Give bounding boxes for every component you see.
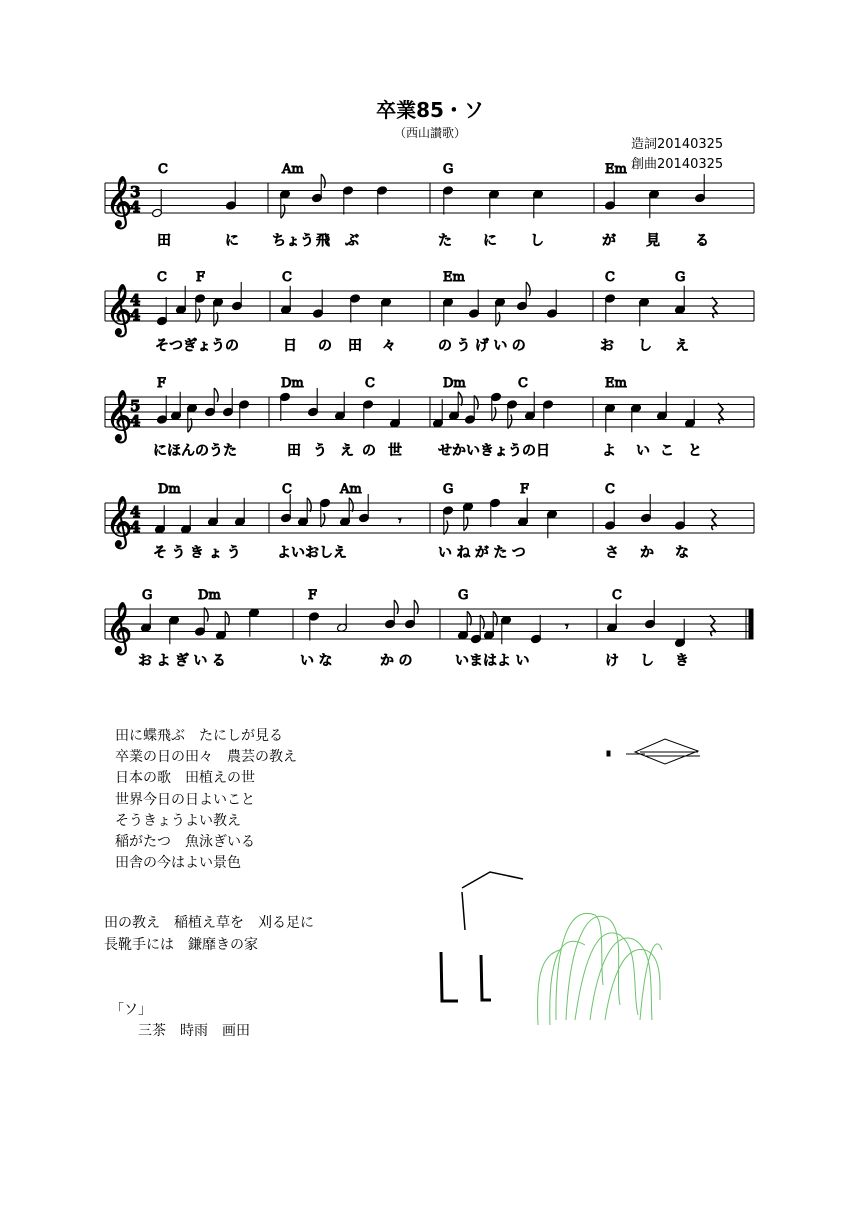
- poem-line: 長靴手には 鎌靡きの家: [104, 937, 258, 953]
- boot-sketch-icon: [441, 952, 491, 1001]
- lyric-syllable: る: [695, 233, 709, 249]
- poem-line: そうきょうよい教え: [115, 813, 241, 829]
- lyric-syllable: の う げ い の: [438, 338, 526, 354]
- lyric-syllable: し: [640, 653, 654, 669]
- chord-symbol: Dm: [443, 376, 466, 391]
- lyric-syllable: 世: [388, 443, 402, 459]
- lyric-syllable: に: [225, 233, 239, 249]
- grass-sketch-icon: [538, 913, 662, 1025]
- chord-symbol: Dm: [158, 482, 181, 497]
- lyric-syllable: が: [602, 233, 616, 249]
- chord-symbol: C: [612, 588, 622, 603]
- lyric-syllable: 田: [348, 338, 362, 354]
- chord-symbol: F: [308, 588, 318, 603]
- lyric-syllable: け: [605, 653, 619, 669]
- lyric-syllable: そつぎょうの: [155, 338, 239, 354]
- chord-symbol: C: [158, 162, 168, 177]
- lyric-syllable: そ う き ょ う: [153, 545, 241, 561]
- flying-bird-sketch-icon: [607, 739, 700, 764]
- time-signature-top: 4: [130, 291, 141, 309]
- lyric-syllable: よ: [602, 443, 616, 459]
- time-signature-bottom: 4: [130, 198, 141, 216]
- lyric-syllable: 日: [283, 338, 297, 354]
- chord-symbol: G: [675, 270, 686, 285]
- lyric-syllable: の: [318, 338, 332, 354]
- treble-clef-icon: 𝄞: [106, 284, 133, 335]
- time-signature-bottom: 4: [130, 412, 141, 430]
- chord-symbol: G: [458, 588, 469, 603]
- lyric-syllable: え: [340, 443, 354, 459]
- chord-symbol: Dm: [198, 588, 221, 603]
- lyric-syllable: の: [362, 443, 376, 459]
- poem-line: 卒業の日の田々 農芸の教え: [115, 749, 297, 765]
- lyric-syllable: せかいきょうの日: [438, 443, 550, 459]
- lyric-syllable: ぶ: [345, 233, 359, 249]
- lyric-syllable: な: [675, 545, 689, 561]
- chord-symbol: C: [282, 482, 292, 497]
- lyric-syllable: こ: [660, 443, 674, 459]
- lyric-syllable: 田: [287, 443, 301, 459]
- chord-symbol: F: [196, 270, 206, 285]
- chord-symbol: G: [142, 588, 153, 603]
- lyric-syllable: し: [530, 233, 544, 249]
- lyric-syllable: え: [675, 338, 689, 354]
- lyric-syllable: よいおしえ: [277, 545, 347, 561]
- poem-line: 稲がたつ 魚泳ぎいる: [115, 834, 255, 850]
- time-signature-top: 5: [130, 397, 141, 415]
- time-signature-bottom: 4: [130, 518, 141, 536]
- chord-symbol: Em: [443, 270, 465, 285]
- lyric-syllable: か の: [380, 653, 413, 669]
- treble-clef-icon: 𝄞: [106, 176, 133, 227]
- chord-symbol: Em: [605, 376, 627, 391]
- lyric-syllable: に: [483, 233, 497, 249]
- lyric-syllable: と: [688, 443, 702, 459]
- lyric-syllable: た: [438, 233, 452, 249]
- chord-symbol: C: [282, 270, 292, 285]
- chord-symbol: C: [518, 376, 528, 391]
- lyric-syllable: 飛: [316, 233, 330, 249]
- lyric-syllable: し: [638, 338, 652, 354]
- lyric-syllable: さ: [605, 545, 619, 561]
- page-title: 卒業85・ソ: [376, 98, 484, 122]
- time-signature-bottom: 4: [130, 306, 141, 324]
- chord-symbol: C: [605, 482, 615, 497]
- lyric-syllable: 々: [382, 338, 396, 354]
- time-signature-top: 4: [130, 503, 141, 521]
- note-title: 「ソ」: [110, 1002, 152, 1018]
- chord-symbol: C: [365, 376, 375, 391]
- lyric-syllable: お よ ぎ い る: [138, 653, 226, 669]
- chord-symbol: C: [605, 270, 615, 285]
- chord-symbol: F: [157, 376, 167, 391]
- eighth-rest: 𝄾: [565, 619, 569, 635]
- lyric-syllable: う: [313, 443, 327, 459]
- treble-clef-icon: 𝄞: [106, 602, 133, 653]
- lyric-syllable: お: [600, 338, 614, 354]
- poem-line: 世界今日の日よいこと: [115, 792, 255, 808]
- chord-symbol: Em: [605, 162, 627, 177]
- poem-line: 日本の歌 田植えの世: [115, 770, 255, 786]
- lyric-syllable: い: [636, 443, 650, 459]
- note-body: 三茶 時雨 画田: [110, 1023, 250, 1039]
- time-signature-top: 3: [130, 183, 141, 201]
- lyric-syllable: 見: [646, 233, 660, 249]
- chord-symbol: F: [520, 482, 530, 497]
- house-roof-sketch-icon: [462, 872, 523, 930]
- chord-symbol: G: [443, 482, 454, 497]
- chord-symbol: Am: [282, 162, 304, 177]
- lyric-syllable: 田: [157, 233, 171, 249]
- treble-clef-icon: 𝄞: [106, 390, 133, 441]
- chord-symbol: Am: [340, 482, 362, 497]
- poem-line: 田舎の今はよい景色: [115, 855, 241, 871]
- lyric-syllable: ちょう: [272, 233, 314, 249]
- eighth-rest: 𝄾: [398, 513, 402, 529]
- lyric-syllable: い ね が た つ: [438, 545, 526, 561]
- music-credit: 創曲20140325: [631, 157, 724, 172]
- lyric-syllable: にほんのうた: [153, 443, 237, 459]
- lyric-syllable: いまはよ い: [455, 653, 530, 669]
- treble-clef-icon: 𝄞: [106, 496, 133, 547]
- lyric-syllable: い な: [300, 653, 333, 669]
- poem-line: 田に蝶飛ぶ たにしが見る: [115, 728, 283, 744]
- lyric-syllable: き: [675, 653, 689, 669]
- poem-line: 田の教え 稲植え草を 刈る足に: [104, 915, 314, 931]
- chord-symbol: G: [443, 162, 454, 177]
- lyric-syllable: か: [640, 545, 654, 561]
- chord-symbol: Dm: [281, 376, 304, 391]
- chord-symbol: C: [157, 270, 167, 285]
- page-subtitle: （西山讃歌）: [393, 126, 466, 140]
- lyrics-credit: 造詞20140325: [631, 137, 724, 152]
